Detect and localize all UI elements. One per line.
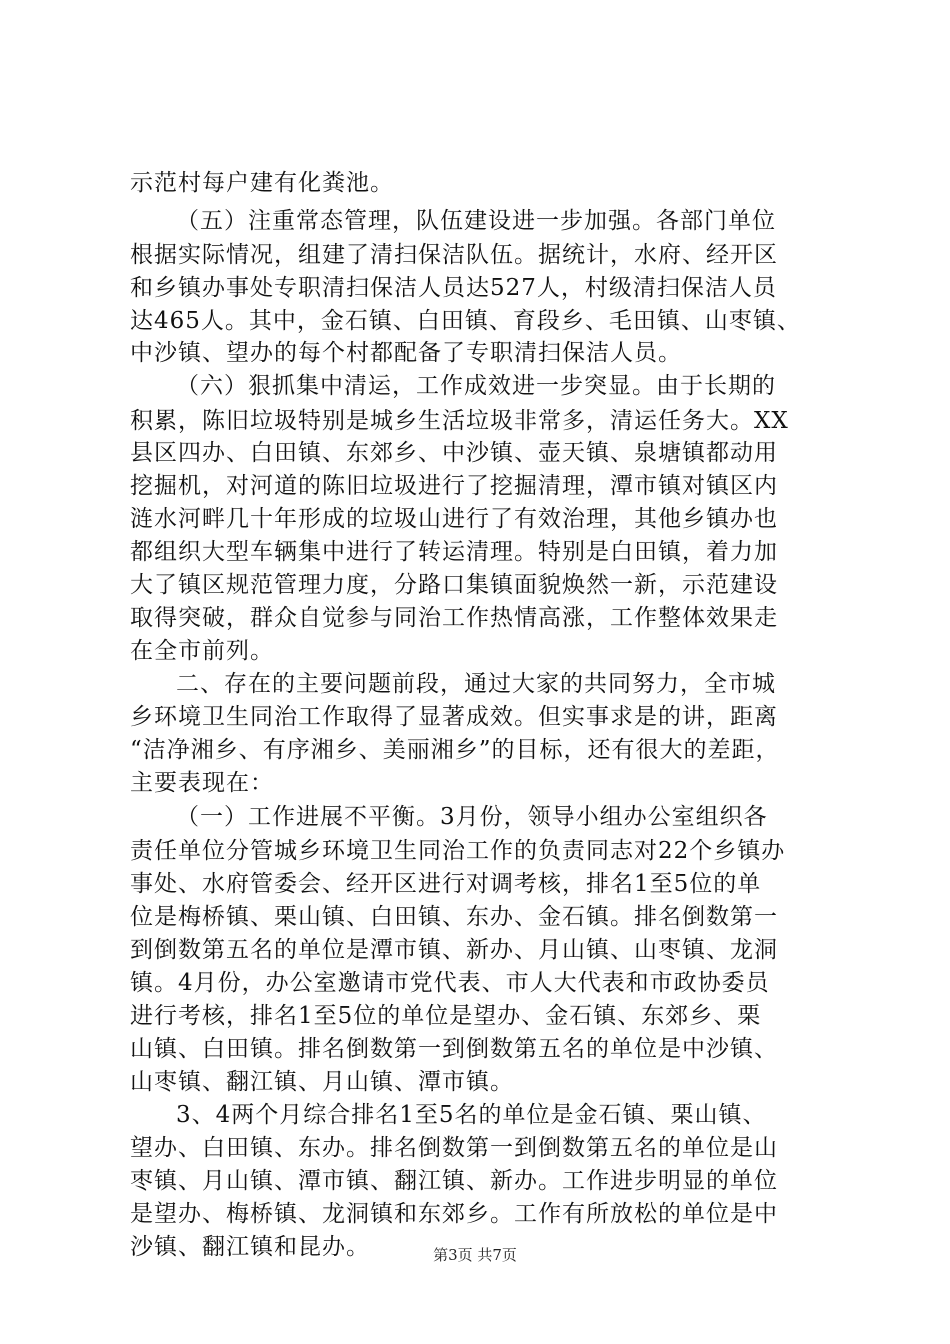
text-line: （五）注重常态管理，队伍建设进一步加强。各部门单位 xyxy=(176,208,776,234)
text-line: 责任单位分管城乡环境卫生同治工作的负责同志对22个乡镇办 xyxy=(130,838,786,864)
text-line: 涟水河畔几十年形成的垃圾山进行了有效治理，其他乡镇办也 xyxy=(130,506,778,532)
text-line: 进行考核，排名1至5位的单位是望办、金石镇、东郊乡、栗 xyxy=(130,1003,762,1029)
text-line: 在全市前列。 xyxy=(130,638,274,664)
text-line: 是望办、梅桥镇、龙洞镇和东郊乡。工作有所放松的单位是中 xyxy=(130,1201,778,1227)
text-line: 山枣镇、翻江镇、月山镇、潭市镇。 xyxy=(130,1069,514,1095)
text-line: 县区四办、白田镇、东郊乡、中沙镇、壶天镇、泉塘镇都动用 xyxy=(130,440,778,466)
text-line: 主要表现在： xyxy=(130,770,274,796)
page-number-footer: 第3页 共7页 xyxy=(433,1246,517,1264)
text-line: 位是梅桥镇、栗山镇、白田镇、东办、金石镇。排名倒数第一 xyxy=(130,904,778,930)
text-line: 望办、白田镇、东办。排名倒数第一到倒数第五名的单位是山 xyxy=(130,1135,778,1161)
text-line: 沙镇、翻江镇和昆办。 xyxy=(130,1234,370,1260)
text-line: 山镇、白田镇。排名倒数第一到倒数第五名的单位是中沙镇、 xyxy=(130,1036,778,1062)
text-line: 积累，陈旧垃圾特别是城乡生活垃圾非常多，清运任务大。XX xyxy=(130,408,789,434)
text-line: （一）工作进展不平衡。3月份，领导小组办公室组织各 xyxy=(176,804,768,830)
text-line: 大了镇区规范管理力度，分路口集镇面貌焕然一新，示范建设 xyxy=(130,572,778,598)
text-line: 都组织大型车辆集中进行了转运清理。特别是白田镇，着力加 xyxy=(130,539,778,565)
text-line: 3、4两个月综合排名1至5名的单位是金石镇、栗山镇、 xyxy=(176,1102,767,1128)
text-line: 镇。4月份，办公室邀请市党代表、市人大代表和市政协委员 xyxy=(130,970,770,996)
text-line: 和乡镇办事处专职清扫保洁人员达527人，村级清扫保洁人员 xyxy=(130,275,777,301)
text-line: 乡环境卫生同治工作取得了显著成效。但实事求是的讲，距离 xyxy=(130,704,778,730)
text-line: 挖掘机，对河道的陈旧垃圾进行了挖掘清理，潭市镇对镇区内 xyxy=(130,473,778,499)
text-line: （六）狠抓集中清运，工作成效进一步突显。由于长期的 xyxy=(176,373,776,399)
text-line: 二、存在的主要问题前段，通过大家的共同努力，全市城 xyxy=(176,671,776,697)
text-line: 取得突破，群众自觉参与同治工作热情高涨，工作整体效果走 xyxy=(130,605,778,631)
text-line: 示范村每户建有化粪池。 xyxy=(130,170,394,196)
text-line: “洁净湘乡、有序湘乡、美丽湘乡”的目标，还有很大的差距， xyxy=(130,737,780,763)
text-line: 事处、水府管委会、经开区进行对调考核，排名1至5位的单 xyxy=(130,871,762,897)
text-line: 枣镇、月山镇、潭市镇、翻江镇、新办。工作进步明显的单位 xyxy=(130,1168,778,1194)
text-line: 到倒数第五名的单位是潭市镇、新办、月山镇、山枣镇、龙洞 xyxy=(130,937,778,963)
text-line: 达465人。其中，金石镇、白田镇、育段乡、毛田镇、山枣镇、 xyxy=(130,308,801,334)
text-line: 中沙镇、望办的每个村都配备了专职清扫保洁人员。 xyxy=(130,340,682,366)
text-line: 根据实际情况，组建了清扫保洁队伍。据统计，水府、经开区 xyxy=(130,242,778,268)
